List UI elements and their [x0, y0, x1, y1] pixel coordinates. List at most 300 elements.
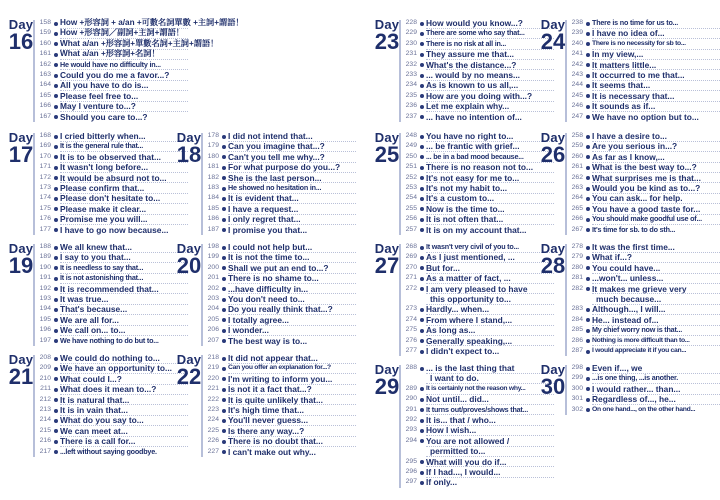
phrase-text: I did not intend that...: [228, 131, 313, 141]
bullet-icon: [54, 277, 58, 281]
day-label: Day: [8, 130, 34, 145]
phrase-text: We have no option but to...: [592, 111, 699, 122]
phrase-text: Now is the time to...: [426, 203, 505, 214]
phrase-number: 266: [571, 215, 583, 223]
phrase-text: ...is one thing, ...is another.: [592, 373, 679, 383]
bullet-icon: [420, 145, 424, 149]
bullet-icon: [54, 32, 58, 36]
bullet-icon: [222, 207, 226, 211]
phrase-text: Can you offer an explanation for...?: [228, 364, 331, 372]
phrase-number: 291: [405, 405, 417, 413]
phrase-text: What could I...?: [60, 373, 122, 384]
phrase-text: They assure me that...: [426, 49, 514, 60]
phrase-number: 289: [405, 384, 417, 392]
bullet-icon: [420, 429, 424, 433]
phrase-text: On one hand..., on the other hand...: [592, 405, 696, 413]
bullet-icon: [420, 287, 424, 291]
phrase-text: It is not astonishing that...: [60, 273, 144, 283]
phrase-number: 162: [39, 60, 51, 68]
phrase-text: We could do nothing to...: [60, 353, 160, 363]
phrase-text: How would you know...?: [426, 18, 523, 28]
phrase-text: It is to be observed that...: [60, 151, 161, 162]
phrase-text: The best way is to...: [228, 335, 308, 346]
day-number: 19: [8, 253, 34, 278]
phrase-text: We all knew that...: [60, 242, 132, 252]
phrase-text: As far as I know,...: [592, 151, 665, 162]
phrase-text: What a/an +形容詞+單數名詞+主詞+謂語！: [60, 38, 219, 48]
phrase-number: 225: [207, 426, 219, 434]
phrase-text: Nothing is more difficult than to...: [592, 336, 690, 344]
phrase-number: 206: [207, 326, 219, 334]
phrase-number: 248: [405, 132, 417, 139]
bullet-icon: [420, 176, 424, 180]
phrase-number: 292: [405, 415, 417, 423]
phrase-text: You have a good taste for...: [592, 203, 701, 214]
bullet-icon: [54, 318, 58, 322]
phrase-text: What's the distance...?: [426, 59, 517, 70]
day-divider-bar: [565, 244, 567, 356]
phrase-number: 276: [405, 336, 417, 344]
phrase-text: Generally speaking,...: [426, 335, 513, 346]
phrase-number: 257: [405, 225, 417, 233]
phrase-text: Not until... did...: [426, 394, 489, 405]
phrase-text: I cried bitterly when...: [60, 131, 146, 141]
phrase-number: 233: [405, 70, 417, 78]
bullet-icon: [420, 218, 424, 222]
phrase-text: this opportunity to...: [430, 293, 511, 304]
day-number: 21: [8, 364, 34, 389]
phrase-number: 290: [405, 395, 417, 403]
day-label: Day: [176, 130, 202, 145]
day-label: Day: [374, 130, 400, 145]
phrase-text: As a matter of fact, ...: [426, 273, 511, 284]
phrase-text: You can ask... for help.: [592, 193, 683, 204]
phrase-number: 260: [571, 152, 583, 160]
phrase-text: That's because...: [60, 304, 128, 315]
phrase-number: 195: [39, 315, 51, 323]
phrase-number: 164: [39, 81, 51, 89]
bullet-icon: [420, 308, 424, 312]
phrase-text: It is certainly not the reason why...: [426, 384, 526, 392]
phrase-number: 214: [39, 416, 51, 424]
phrase-number: 181: [207, 163, 219, 171]
day-label: Day: [374, 362, 400, 377]
phrase-text: In my view,...: [592, 49, 644, 60]
phrase-number: 220: [207, 374, 219, 382]
phrase-number: 300: [571, 384, 583, 392]
phrase-number: 199: [207, 253, 219, 261]
phrase-number: 247: [571, 112, 583, 120]
bullet-icon: [586, 94, 590, 98]
phrase-text: I'm writing to inform you...: [228, 373, 333, 384]
day-number: 20: [176, 253, 202, 278]
phrase-text: What does it mean to...?: [60, 384, 157, 395]
day-divider-bar: [201, 244, 203, 346]
phrase-number: 268: [405, 243, 417, 250]
phrase-number: 264: [571, 194, 583, 202]
day-divider-bar: [33, 133, 35, 235]
day-label: Day: [540, 130, 566, 145]
phrase-text: If only...: [426, 477, 458, 488]
phrase-number: 197: [39, 336, 51, 344]
phrase-number: 218: [207, 354, 219, 361]
bullet-icon: [586, 318, 590, 322]
phrase-text: I didn't expect to...: [426, 345, 500, 356]
phrase-number: 215: [39, 426, 51, 434]
bullet-icon: [54, 357, 58, 361]
bullet-icon: [54, 388, 58, 392]
phrase-text: Do you really think that...?: [228, 304, 333, 315]
phrase-text: It is... that / who...: [426, 414, 496, 425]
phrase-number: 200: [207, 263, 219, 271]
day-divider-bar: [33, 244, 35, 346]
bullet-icon: [54, 246, 58, 250]
phrase-number: 219: [207, 364, 219, 372]
bullet-icon: [420, 74, 424, 78]
bullet-icon: [586, 42, 590, 46]
bullet-icon: [586, 398, 590, 402]
bullet-icon: [420, 94, 424, 98]
day-divider-bar: [565, 365, 567, 415]
bullet-icon: [54, 135, 58, 139]
phrase-number: 263: [571, 183, 583, 191]
phrase-number: 227: [207, 447, 219, 455]
phrase-number: 271: [405, 274, 417, 282]
phrase-text: Can you imagine that...?: [228, 141, 325, 152]
bullet-icon: [420, 155, 424, 159]
phrase-number: 163: [39, 70, 51, 78]
bullet-icon: [222, 318, 226, 322]
bullet-icon: [222, 176, 226, 180]
phrase-number: 180: [207, 152, 219, 160]
bullet-icon: [420, 84, 424, 88]
phrase-text: I totally agree...: [228, 314, 289, 325]
phrase-number: 179: [207, 142, 219, 150]
phrase-number: 265: [571, 204, 583, 212]
bullet-icon: [54, 409, 58, 413]
phrase-number: 234: [405, 81, 417, 89]
bullet-icon: [586, 63, 590, 67]
day-number: 25: [374, 142, 400, 167]
phrase-text: Can't you tell me why...?: [228, 151, 325, 162]
phrase-number: 280: [571, 263, 583, 271]
bullet-icon: [586, 287, 590, 291]
phrase-text: ... be frantic with grief...: [426, 141, 520, 152]
phrase-number: 294: [405, 436, 417, 444]
phrase-text: What surprises me is that...: [592, 172, 701, 183]
phrase-number: 245: [571, 91, 583, 99]
phrase-number: 230: [405, 39, 417, 47]
phrase-text: ...left without saying goodbye.: [60, 446, 157, 456]
phrase-text: It makes me grieve very: [592, 283, 687, 294]
bullet-icon: [420, 266, 424, 270]
bullet-icon: [222, 450, 226, 454]
bullet-icon: [420, 471, 424, 475]
phrase-text: ... is the last thing that: [426, 363, 515, 373]
bullet-icon: [420, 228, 424, 232]
phrase-number: 169: [39, 142, 51, 150]
bullet-icon: [54, 218, 58, 222]
phrase-text: I wonder...: [228, 325, 269, 336]
phrase-number: 299: [571, 374, 583, 382]
bullet-icon: [420, 32, 424, 36]
phrase-text: Please don't hesitate to...: [60, 193, 161, 204]
phrase-number: 288: [405, 364, 417, 371]
phrase-text: How +形容詞／副詞+主詞+謂語！: [60, 28, 184, 38]
phrase-text: There is no necessity for sb to...: [592, 39, 686, 47]
phrase-text: I say to you that...: [60, 252, 131, 263]
day-divider-bar: [33, 355, 35, 457]
bullet-icon: [222, 419, 226, 423]
phrase-text: It's high time that...: [228, 404, 304, 415]
phrase-text: It is on my account that...: [426, 224, 527, 235]
phrase-text: You don't need to...: [228, 293, 305, 304]
bullet-icon: [222, 155, 226, 159]
bullet-icon: [54, 94, 58, 98]
day-label: Day: [374, 17, 400, 32]
phrase-text: We have nothing to do but to...: [60, 335, 159, 345]
phrase-number: 238: [571, 19, 583, 26]
phrase-number: 158: [39, 19, 51, 26]
day-divider-bar: [201, 355, 203, 457]
bullet-icon: [54, 22, 58, 26]
day-number: 16: [8, 29, 34, 54]
phrase-number: 168: [39, 132, 51, 139]
bullet-icon: [222, 440, 226, 444]
day-label: Day: [374, 241, 400, 256]
bullet-icon: [54, 166, 58, 170]
phrase-number: 258: [571, 132, 583, 139]
bullet-icon: [54, 308, 58, 312]
phrase-number: 182: [207, 173, 219, 181]
phrase-number: 275: [405, 326, 417, 334]
bullet-icon: [586, 246, 590, 250]
bullet-icon: [54, 42, 58, 46]
phrase-number: 177: [39, 225, 51, 233]
phrase-text: permitted to...: [430, 446, 486, 457]
phrase-text: I could not help but...: [228, 242, 313, 252]
phrase-text: It is evident that...: [228, 193, 299, 204]
phrase-text: It is needless to say that...: [60, 262, 144, 272]
bullet-icon: [586, 266, 590, 270]
phrase-number: 196: [39, 326, 51, 334]
bullet-icon: [420, 439, 424, 443]
phrase-text: Promise me you will...: [60, 214, 148, 225]
day-divider-bar: [565, 133, 567, 235]
phrase-number: 221: [207, 385, 219, 393]
phrase-number: 274: [405, 315, 417, 323]
phrase-number: 167: [39, 112, 51, 120]
phrase-number: 297: [405, 478, 417, 486]
day-divider-bar: [201, 133, 203, 235]
bullet-icon: [420, 207, 424, 211]
phrase-number: 170: [39, 152, 51, 160]
phrase-text: ... have no intention of...: [426, 111, 522, 122]
phrase-number: 295: [405, 457, 417, 465]
bullet-icon: [222, 277, 226, 281]
phrase-text: How I wish...: [426, 425, 477, 436]
bullet-icon: [54, 74, 58, 78]
bullet-icon: [420, 42, 424, 46]
phrase-text: It is recommended that...: [60, 283, 159, 294]
day-divider-bar: [33, 20, 35, 122]
phrase-number: 174: [39, 194, 51, 202]
bullet-icon: [222, 308, 226, 312]
bullet-icon: [222, 228, 226, 232]
phrase-text: I can't make out why...: [228, 446, 316, 457]
bullet-icon: [222, 398, 226, 402]
bullet-icon: [222, 256, 226, 260]
bullet-icon: [222, 135, 226, 139]
phrase-number: 232: [405, 60, 417, 68]
phrase-number: 212: [39, 395, 51, 403]
phrase-number: 244: [571, 81, 583, 89]
bullet-icon: [586, 408, 590, 412]
phrase-number: 243: [571, 70, 583, 78]
phrase-text: It wasn't long before...: [60, 162, 149, 173]
phrase-number: 201: [207, 274, 219, 282]
phrase-number: 236: [405, 102, 417, 110]
phrase-text: It is in vain that...: [60, 404, 128, 415]
day-label: Day: [540, 362, 566, 377]
bullet-icon: [420, 387, 424, 391]
day-number: 26: [540, 142, 566, 167]
phrase-number: 209: [39, 364, 51, 372]
phrase-number: 186: [207, 215, 219, 223]
bullet-icon: [222, 266, 226, 270]
bullet-icon: [586, 218, 590, 222]
phrase-text: It is necessary that...: [592, 90, 675, 101]
bullet-icon: [222, 339, 226, 343]
phrase-text: There is no reason not to...: [426, 162, 534, 173]
day-number: 30: [540, 374, 566, 399]
phrase-number: 205: [207, 315, 219, 323]
phrase-text: Please make it clear...: [60, 203, 147, 214]
phrase-text: We can meet at...: [60, 425, 128, 436]
phrase-number: 189: [39, 253, 51, 261]
bullet-icon: [54, 187, 58, 191]
bullet-icon: [586, 377, 590, 381]
bullet-icon: [222, 145, 226, 149]
phrase-number: 250: [405, 152, 417, 160]
phrase-text: I have no idea of...: [592, 28, 665, 39]
phrase-text: Are you serious in...?: [592, 141, 678, 152]
phrase-text: She is the last person...: [228, 172, 322, 183]
phrase-text: You should make goodful use of...: [592, 214, 702, 224]
phrase-text: It is the general rule that...: [60, 141, 144, 151]
bullet-icon: [586, 367, 590, 371]
bullet-icon: [420, 197, 424, 201]
phrase-text: It wasn't very civil of you to...: [426, 242, 519, 251]
phrase-text: There is no doubt that...: [228, 436, 323, 447]
bullet-icon: [54, 329, 58, 333]
phrase-text: Should you care to...?: [60, 111, 148, 122]
phrase-text: Could you do me a favor...?: [60, 69, 170, 80]
bullet-icon: [586, 187, 590, 191]
bullet-icon: [586, 387, 590, 391]
phrase-number: 254: [405, 194, 417, 202]
phrase-number: 246: [571, 102, 583, 110]
phrase-text: It did not appear that...: [228, 353, 318, 363]
phrase-number: 242: [571, 60, 583, 68]
bullet-icon: [586, 84, 590, 88]
phrase-text: What do you say to...: [60, 415, 144, 426]
phrase-number: 161: [39, 50, 51, 58]
phrase-number: 160: [39, 39, 51, 47]
day-label: Day: [176, 241, 202, 256]
bullet-icon: [54, 398, 58, 402]
phrase-text: We call on... to...: [60, 325, 126, 336]
phrase-text: I would rather... than...: [592, 383, 681, 394]
bullet-icon: [586, 145, 590, 149]
bullet-icon: [222, 388, 226, 392]
phrase-text: I want to do.: [430, 373, 479, 384]
phrase-text: As long as...: [426, 325, 476, 336]
phrase-text: It's time for sb. to do sth...: [592, 224, 676, 234]
bullet-icon: [420, 246, 424, 250]
phrase-number: 279: [571, 253, 583, 261]
bullet-icon: [586, 228, 590, 232]
phrase-number: 249: [405, 142, 417, 150]
bullet-icon: [54, 450, 58, 454]
bullet-icon: [420, 53, 424, 57]
bullet-icon: [586, 74, 590, 78]
day-number: 24: [540, 29, 566, 54]
phrase-number: 301: [571, 395, 583, 403]
phrase-text: You'll never guess...: [228, 415, 309, 426]
phrase-number: 210: [39, 374, 51, 382]
phrase-text: Is there any way...?: [228, 425, 305, 436]
phrase-number: 287: [571, 346, 583, 354]
phrase-number: 262: [571, 173, 583, 181]
phrase-number: 281: [571, 274, 583, 282]
day-number: 22: [176, 364, 202, 389]
phrase-text: It is natural that...: [60, 394, 130, 405]
phrase-number: 216: [39, 437, 51, 445]
phrase-text: ... would by no means...: [426, 69, 520, 80]
phrase-text: There is no time for us to...: [592, 18, 679, 27]
bullet-icon: [222, 357, 226, 361]
phrase-number: 191: [39, 274, 51, 282]
phrase-text: I would appreciate it if you can...: [592, 346, 687, 354]
phrase-text: Regardless of..., he...: [592, 394, 676, 405]
phrase-text: It was true...: [60, 293, 109, 304]
phrase-text: It's not easy for me to...: [426, 172, 520, 183]
bullet-icon: [586, 207, 590, 211]
phrase-number: 188: [39, 243, 51, 250]
phrase-number: 204: [207, 305, 219, 313]
phrase-number: 166: [39, 102, 51, 110]
phrase-number: 255: [405, 204, 417, 212]
phrase-number: 240: [571, 39, 583, 47]
phrase-number: 176: [39, 215, 51, 223]
phrase-number: 235: [405, 91, 417, 99]
bullet-icon: [222, 218, 226, 222]
bullet-icon: [54, 155, 58, 159]
bullet-icon: [54, 298, 58, 302]
bullet-icon: [420, 419, 424, 423]
bullet-icon: [586, 115, 590, 119]
phrase-text: It is not the time to...: [228, 252, 310, 263]
phrase-number: 256: [405, 215, 417, 223]
bullet-icon: [420, 329, 424, 333]
phrase-number: 203: [207, 294, 219, 302]
phrase-number: 272: [405, 284, 417, 292]
bullet-icon: [586, 308, 590, 312]
phrase-text: It occurred to me that...: [592, 69, 685, 80]
phrase-text: Would you be kind as to...?: [592, 182, 701, 193]
bullet-icon: [420, 277, 424, 281]
